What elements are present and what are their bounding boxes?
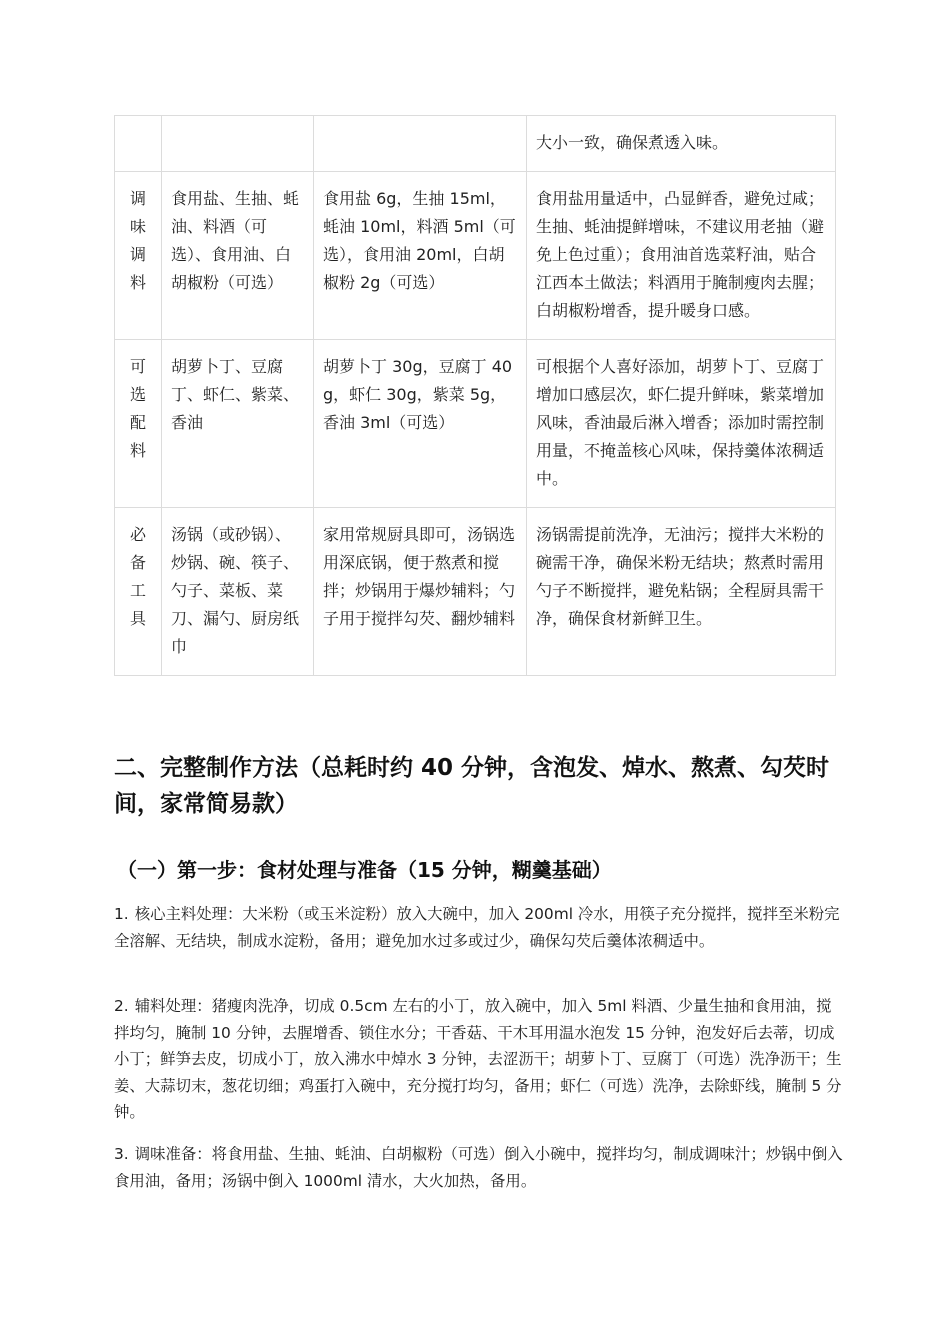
- items-cell: 胡萝卜丁、豆腐丁、虾仁、紫菜、香油: [162, 340, 314, 508]
- note-cell: 汤锅需提前洗净，无油污；搅拌大米粉的碗需干净，确保米粉无结块；熬煮时需用勺子不断搅拌，避免粘锅；全程厨具需干净，确保食材新鲜卫生。: [527, 508, 836, 676]
- amount-cell: 家用常规厨具即可，汤锅选用深底锅，便于熬煮和搅拌；炒锅用于爆炒辅料；勺子用于搅拌勾芡、翻炒辅料: [314, 508, 527, 676]
- category-cell: [115, 116, 162, 172]
- table-row: [115, 116, 836, 172]
- step-paragraph: [114, 993, 844, 1126]
- step-text: 调味准备：将食用盐、生抽、蚝油、白胡椒粉（可选）倒入小碗中，搅拌均匀，制成调味汁；炒锅中倒入食用油，备用；汤锅中倒入 1000ml 清水，大火加热，备用。: [114, 1145, 843, 1190]
- items-cell: [162, 116, 314, 172]
- step-paragraph: [114, 1141, 844, 1194]
- amount-cell: 胡萝卜丁 30g，豆腐丁 40g，虾仁 30g，紫菜 5g，香油 3ml（可选）: [314, 340, 527, 508]
- step-paragraph: [114, 901, 844, 954]
- table-row: [115, 172, 836, 340]
- amount-cell: [314, 116, 527, 172]
- note-cell: 食用盐用量适中，凸显鲜香，避免过咸；生抽、蚝油提鲜增味，不建议用老抽（避免上色过重）；食用油首选菜籽油，贴合江西本土做法；料酒用于腌制瘦肉去腥；白胡椒粉增香，提升暖身口感。: [527, 172, 836, 340]
- step-number: 1.: [114, 905, 129, 923]
- amount-cell: 食用盐 6g，生抽 15ml，蚝油 10ml，料酒 5ml（可选），食用油 20ml，白胡椒粉 2g（可选）: [314, 172, 527, 340]
- step-heading: （一）第一步：食材处理与准备（15 分钟，糊羹基础）: [117, 858, 612, 882]
- items-cell: 汤锅（或砂锅）、炒锅、碗、筷子、勺子、菜板、菜刀、漏勺、厨房纸巾: [162, 508, 314, 676]
- table-row: [115, 508, 836, 676]
- step-text: 核心主料处理：大米粉（或玉米淀粉）放入大碗中，加入 200ml 冷水，用筷子充分搅拌，搅拌至米粉完全溶解、无结块，制成水淀粉，备用；避免加水过多或过少，确保勾芡后羹体浓稠适中。: [114, 905, 840, 950]
- table-row: [115, 340, 836, 508]
- note-cell: 可根据个人喜好添加，胡萝卜丁、豆腐丁增加口感层次，虾仁提升鲜味，紫菜增加风味，香油最后淋入增香；添加时需控制用量，不掩盖核心风味，保持羹体浓稠适中。: [527, 340, 836, 508]
- step-text: 辅料处理：猪瘦肉洗净，切成 0.5cm 左右的小丁，放入碗中，加入 5ml 料酒、少量生抽和食用油，搅拌均匀，腌制 10 分钟，去腥增香、锁住水分；干香菇、干木耳用温水泡发 15 分钟，泡发好后去蒂，切成小丁；鲜笋去皮，切成小丁，放入沸水中焯水 3 分钟，去涩沥干；胡萝卜丁、豆腐丁（可选）洗净沥干；生姜、大蒜切末，葱花切细；鸡蛋打入碗中，充分搅打均匀，备用；虾仁（可选）洗净，去除虾线，腌制 5 分钟。: [114, 997, 842, 1121]
- category-cell: 可选配料: [115, 340, 162, 508]
- section-heading: 二、完整制作方法（总耗时约 40 分钟，含泡发、焯水、熬煮、勾芡时间，家常简易款）: [114, 755, 830, 817]
- category-cell: 必备工具: [115, 508, 162, 676]
- note-cell: 大小一致，确保煮透入味。: [527, 116, 836, 172]
- category-cell: 调味调料: [115, 172, 162, 340]
- step-number: 3.: [114, 1145, 129, 1163]
- items-cell: 食用盐、生抽、蚝油、料酒（可选）、食用油、白胡椒粉（可选）: [162, 172, 314, 340]
- step-number: 2.: [114, 997, 129, 1015]
- ingredients-table: [114, 115, 836, 676]
